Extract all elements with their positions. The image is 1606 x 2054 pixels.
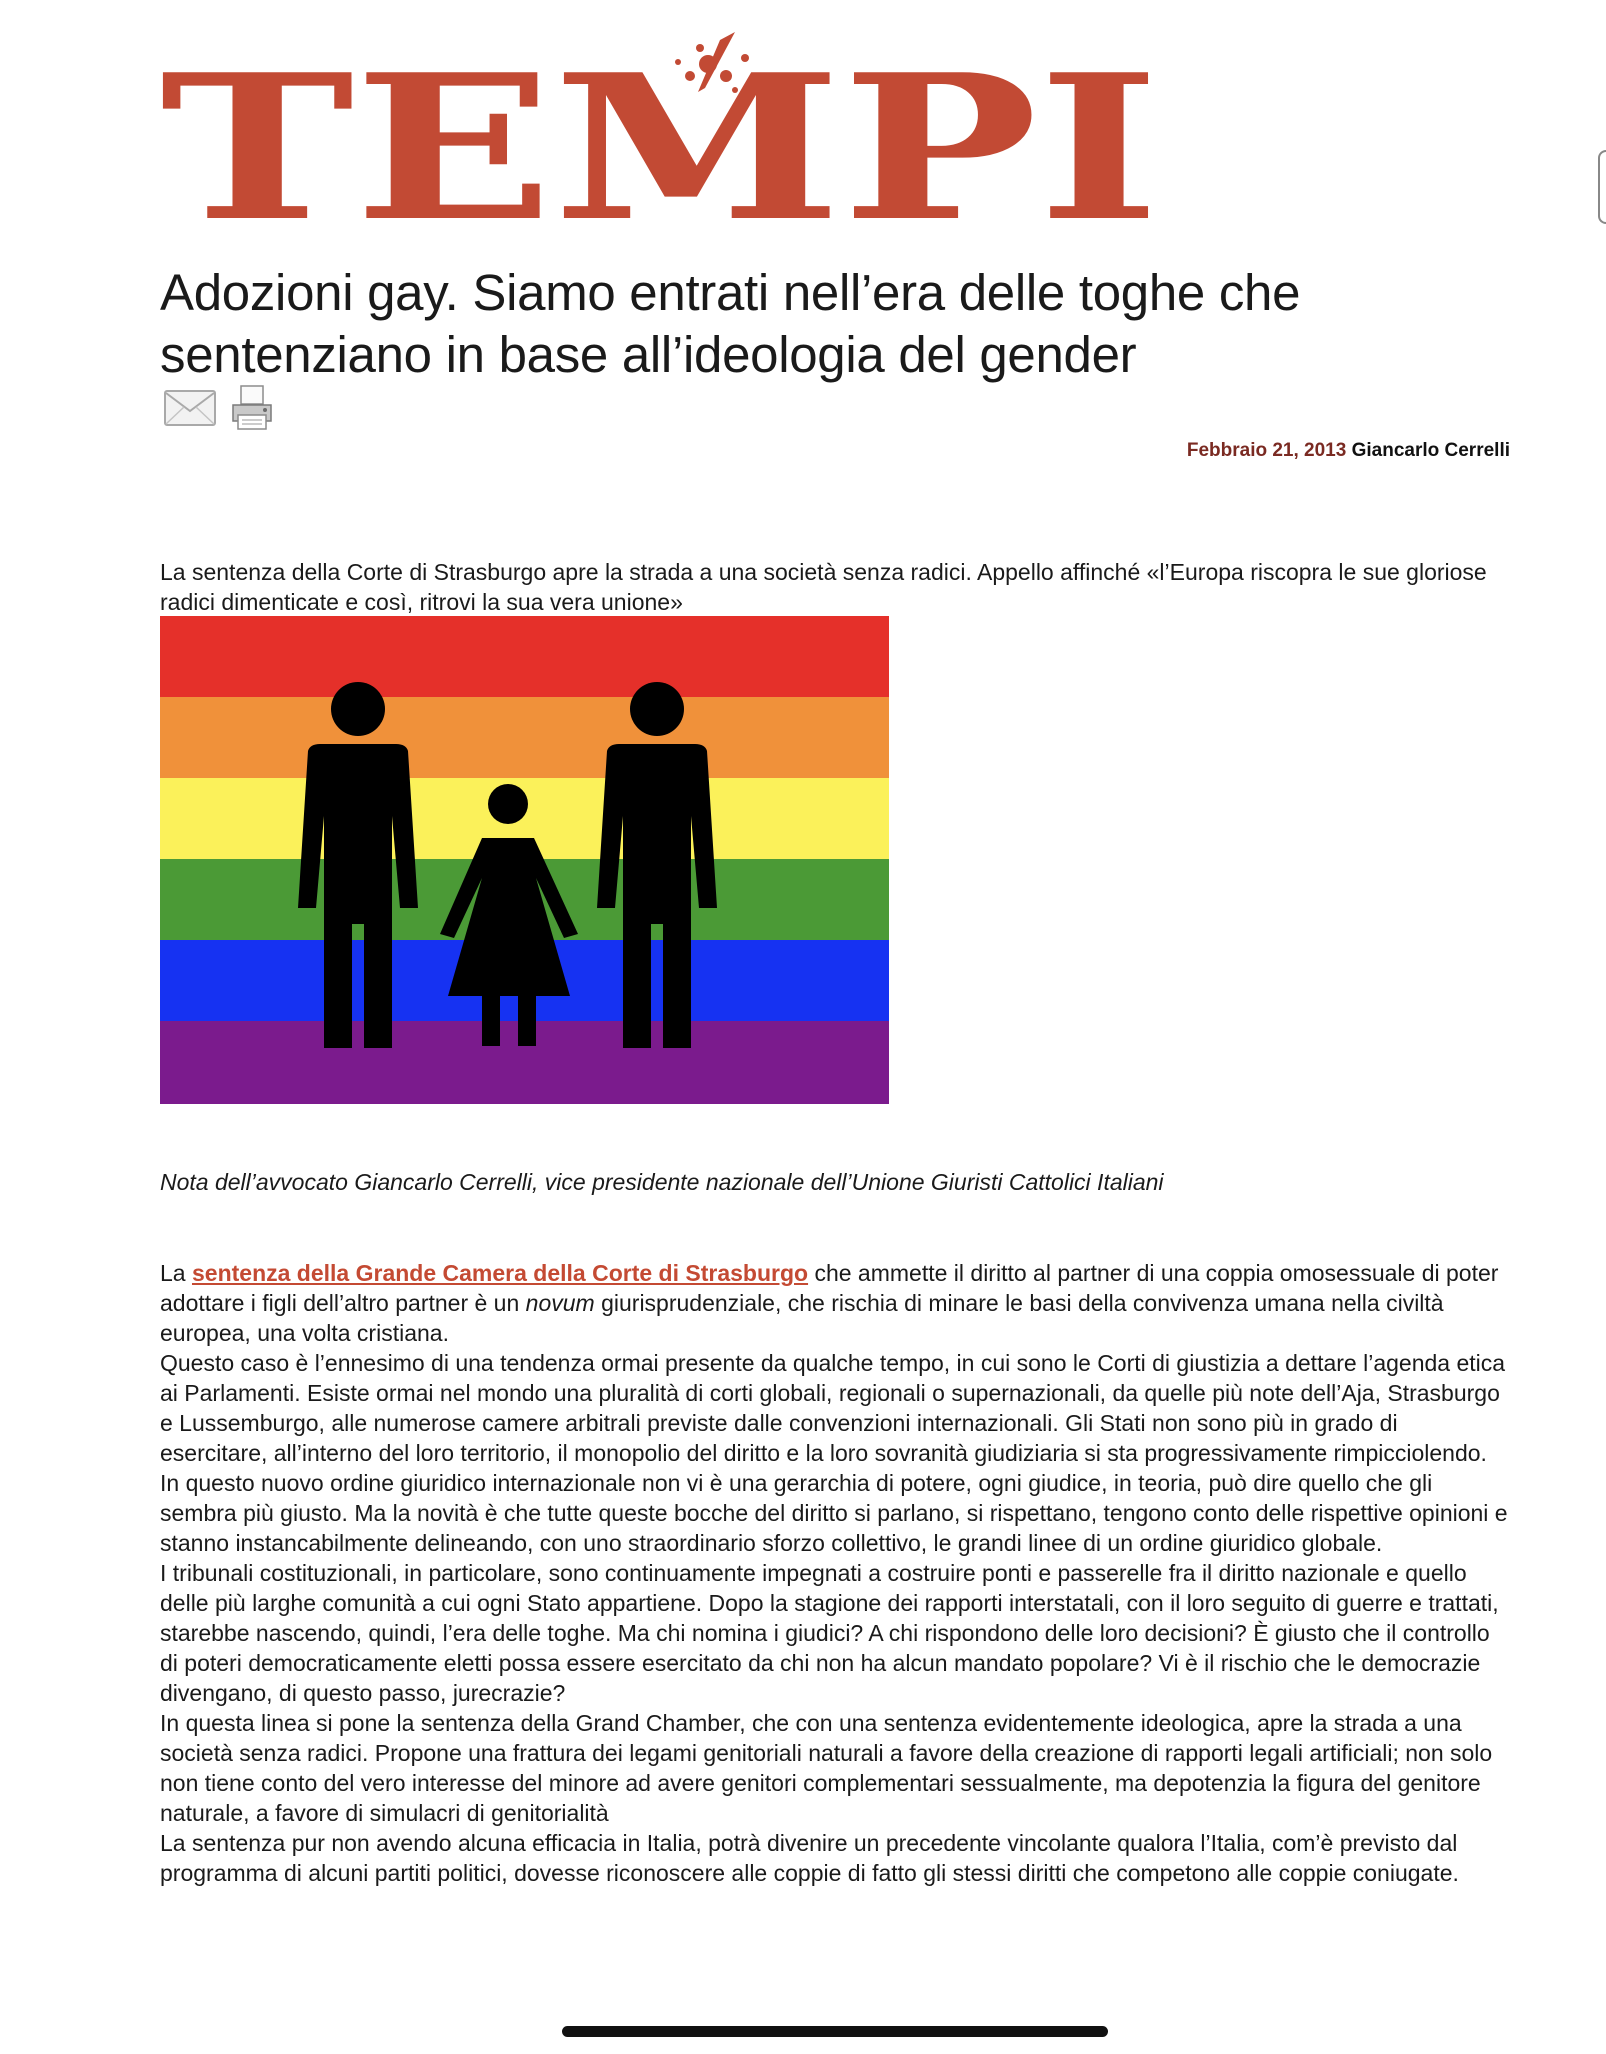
scroll-edge-handle[interactable] (1598, 150, 1606, 224)
paragraph: La sentenza della Grande Camera della Corte di Strasburgo che ammette il diritto al partner di una coppia omosessuale di poter adottare i figli dell’altro partner è un novum giurisprudenziale, che rischia di minare le basi della convivenza umana nella civiltà europea, una volta cristiana. (160, 1260, 1499, 1346)
paragraph: La sentenza pur non avendo alcuna efficacia in Italia, potrà divenire un precedente vincolante qualora l’Italia, com’è previsto dal programma di alcuni partiti politici, dovesse riconoscere alle coppie di fatto gli stessi diritti che competono alle coppie coniugate. (160, 1830, 1459, 1886)
rainbow-family-illustration (160, 616, 889, 1104)
paragraph: In questa linea si pone la sentenza della Grand Chamber, che con una sentenza evidentemente ideologica, apre la strada a una società senza radici. Propone una frattura dei legami genitoriali naturali a favore della creazione di rapporti legali artificiali; non solo non tiene conto del vero interesse del minore ad avere genitori complementari sessualmente, ma depotenzia la figura del genitore naturale, a favore di simulacri di genitorialità (160, 1710, 1493, 1826)
printer-icon[interactable] (230, 385, 274, 436)
masthead-logo[interactable] (160, 18, 1160, 230)
home-indicator[interactable] (562, 2026, 1108, 2037)
article-meta (1187, 440, 1510, 462)
author-name[interactable]: Giancarlo Cerrelli (1351, 440, 1510, 461)
article-hero-image (160, 616, 889, 1104)
envelope-icon[interactable] (164, 389, 216, 432)
article-title: Adozioni gay. Siamo entrati nell’era delle toghe che sentenziano in base all’ideologia del gender (160, 264, 1301, 383)
paragraph: I tribunali costituzionali, in particolare, sono continuamente impegnati a costruire ponti e passerelle fra il diritto nazionale e quello delle più larghe comunità a cui ogni Stato appartiene. Dopo la stagione dei rapporti interstatali, con il loro seguito di guerre e trattati, starebbe nascendo, quindi, l’era delle toghe. Ma chi nomina i giudici? A chi rispondono delle loro decisioni? È giusto che il controllo di poteri democraticamente eletti possa essere esercitato da chi non ha alcun mandato popolare? Vi è il rischio che le democrazie divengano, di questo passo, jurecrazie? (160, 1560, 1499, 1706)
paragraph: Questo caso è l’ennesimo di una tendenza ormai presente da qualche tempo, in cui sono le Corti di giustizia a dettare l’agenda etica ai Parlamenti. Esiste ormai nel mondo una pluralità di corti globali, regionali o supernazionali, da quelle più note dell’Aja, Strasburgo e Lussemburgo, alle numerose camere arbitrali previste dalle convenzioni internazionali. Gli Stati non sono più in grado di esercitare, all’interno del loro territorio, il monopolio del diritto e la loro sovranità giudiziaria si sta progressivamente rimpicciolendo. (160, 1350, 1506, 1466)
article-lead: La sentenza della Corte di Strasburgo apre la strada a una società senza radici. Appello affinché «l’Europa riscopra le sue gloriose radici dimenticate e così, ritrovi la sua vera unione» (160, 559, 1487, 615)
article-body (160, 1258, 1510, 1888)
paragraph: In questo nuovo ordine giuridico internazionale non vi è una gerarchia di potere, ogni giudice, in teoria, può dire quello che gli sembra più giusto. Ma la novità è che tutte queste bocche del diritto si parlano, si rispettano, tengono conto delle rispettive opinioni e stanno instancabilmente delineando, con uno straordinario sforzo collettivo, le grandi linee di un ordine giuridico globale. (160, 1470, 1508, 1556)
publish-date: Febbraio 21, 2013 (1186, 440, 1347, 461)
logo-text: TEMPI (160, 31, 1160, 230)
image-caption: Nota dell’avvocato Giancarlo Cerrelli, vice presidente nazionale dell’Unione Giuristi Cattolici Italiani (160, 1169, 1164, 1195)
court-ruling-link[interactable]: sentenza della Grande Camera della Corte di Strasburgo (191, 1260, 809, 1286)
share-icons (164, 385, 274, 436)
